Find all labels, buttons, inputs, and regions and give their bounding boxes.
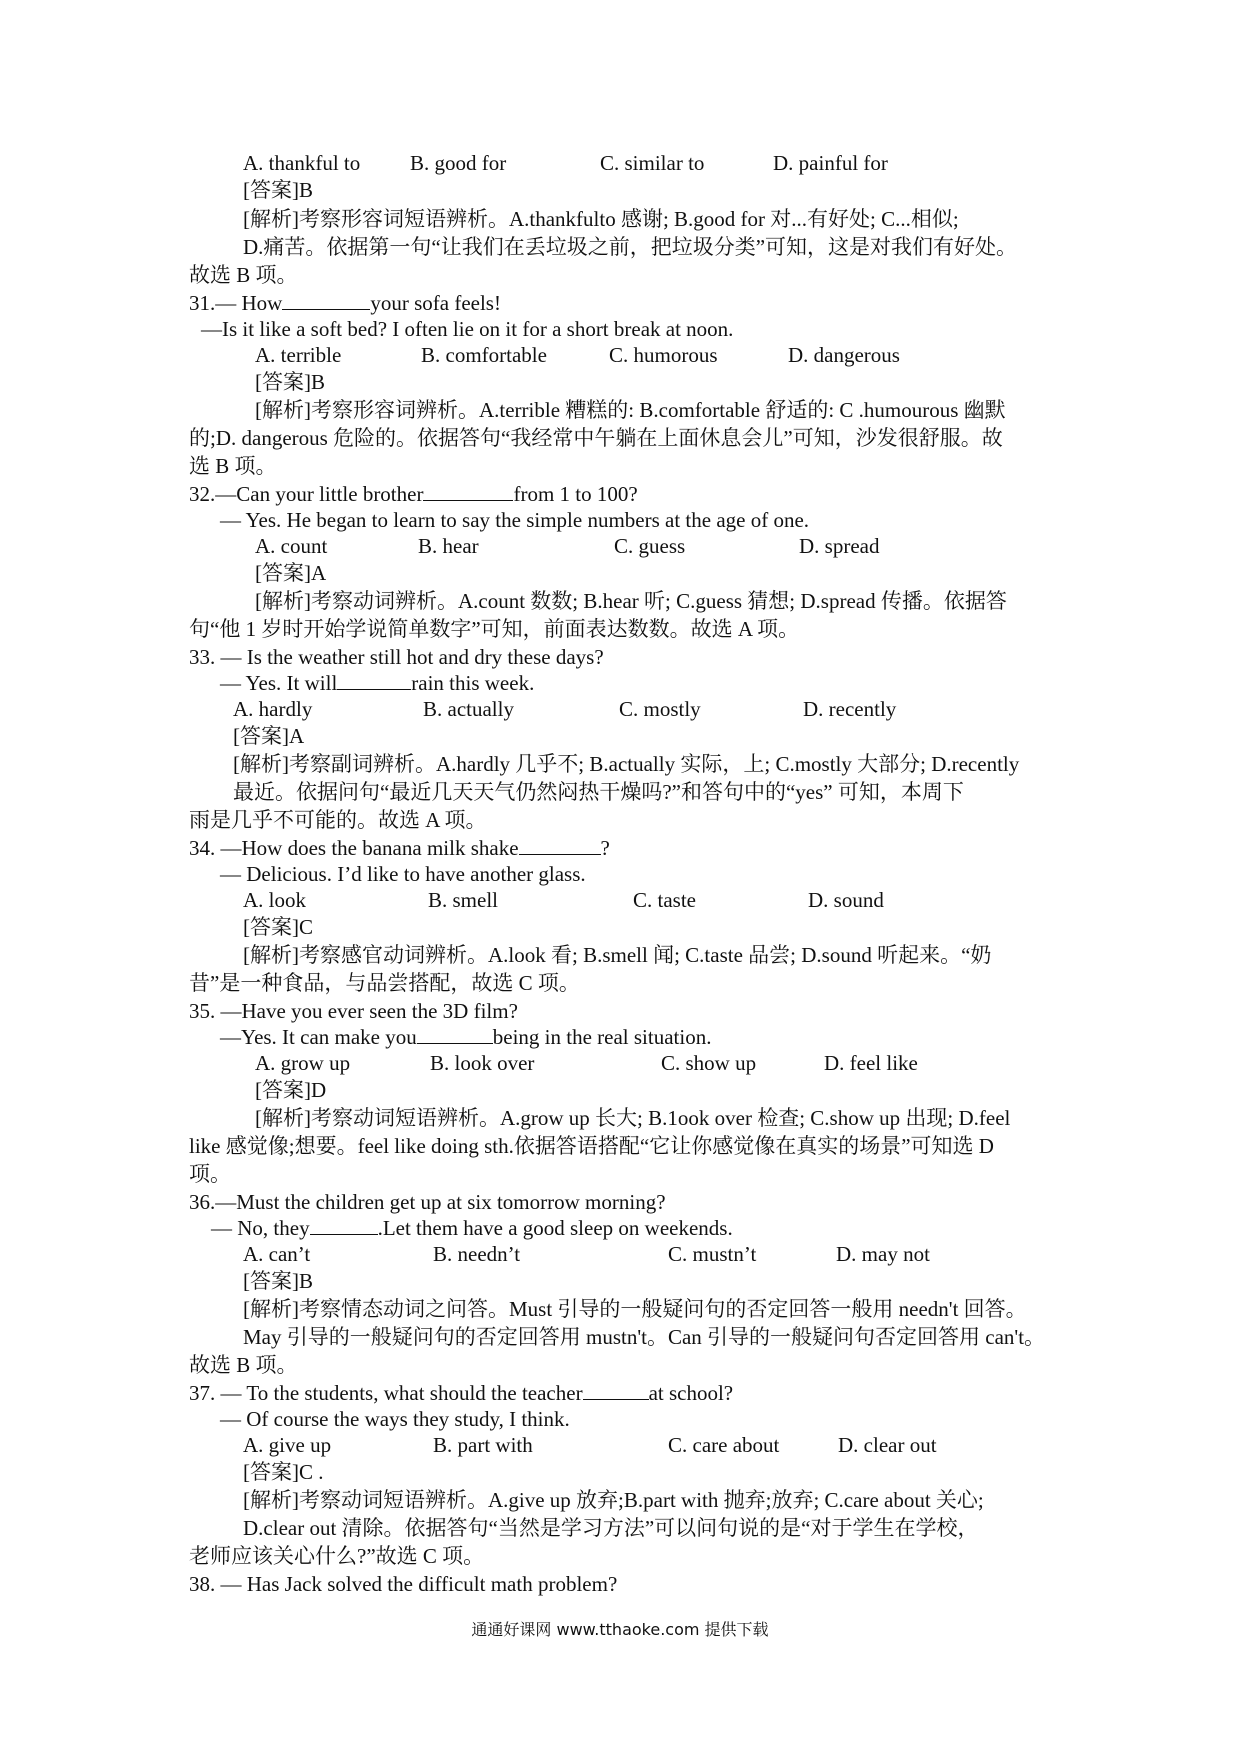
q37-analysis-line1: [解析]考察动词短语辨析。A.give up 放弃;B.part with 抛弃;放弃; C.care about 关心; xyxy=(243,1488,984,1512)
q36-analysis-line3: 故选 B 项。 xyxy=(189,1353,298,1377)
q32-analysis-line1: [解析]考察动词辨析。A.count 数数; B.hear 听; C.guess 猜想; D.spread 传播。依据答 xyxy=(255,589,1007,613)
q30-answer: [答案]B xyxy=(243,178,313,202)
q33-reply-post: rain this week. xyxy=(411,671,535,695)
q30-option-b: B. good for xyxy=(410,151,507,175)
q30-option-a: A. thankful to xyxy=(243,151,361,175)
q37-answer: [答案]C . xyxy=(243,1460,324,1484)
q36-option-b: B. needn’t xyxy=(433,1242,521,1266)
q32-option-a: A. count xyxy=(255,534,328,558)
q36-reply xyxy=(211,1214,733,1242)
q36-reply-pre: — No, they xyxy=(211,1216,310,1240)
q31-analysis-line2: 的;D. dangerous 危险的。依据答句“我经常中午躺在上面休息会儿”可知，沙发很舒服。故 xyxy=(189,426,1003,450)
q32-question xyxy=(189,480,638,508)
q30-analysis-line1: [解析]考察形容词短语辨析。A.thankfulto 感谢; B.good for 对...有好处; C...相似; xyxy=(243,207,959,231)
q35-blank xyxy=(417,1023,493,1044)
q33-answer: [答案]A xyxy=(233,724,305,748)
q36-option-a: A. can’t xyxy=(243,1242,311,1266)
q35-analysis-line2: like 感觉像;想要。feel like doing sth.依据答语搭配“它让你感觉像在真实的场景”可知选 D xyxy=(189,1134,994,1158)
q34-reply: — Delicious. I’d like to have another glass. xyxy=(220,862,586,886)
page-footer: 通通好课网 www.tthaoke.com 提供下载 xyxy=(471,1620,769,1639)
q36-analysis-line1: [解析]考察情态动词之问答。Must 引导的一般疑问句的否定回答一般用 needn't 回答。 xyxy=(243,1297,1027,1321)
q34-question-pre: 34. —How does the banana milk shake xyxy=(189,836,519,860)
q31-question-post: your sofa feels! xyxy=(370,291,501,315)
q34-question-post: ? xyxy=(600,836,610,860)
q33-option-a: A. hardly xyxy=(233,697,313,721)
q35-reply-post: being in the real situation. xyxy=(492,1025,712,1049)
q30-option-c: C. similar to xyxy=(600,151,705,175)
q34-option-d: D. sound xyxy=(808,888,884,912)
q34-option-b: B. smell xyxy=(428,888,499,912)
q31-analysis-line1: [解析]考察形容词辨析。A.terrible 糟糕的: B.comfortable 舒适的: C .humourous 幽默 xyxy=(255,398,1006,422)
q30-analysis-line3: 故选 B 项。 xyxy=(189,263,298,287)
q35-question: 35. —Have you ever seen the 3D film? xyxy=(189,999,518,1023)
q35-reply xyxy=(220,1023,711,1051)
q35-option-c: C. show up xyxy=(661,1051,757,1075)
q32-reply: — Yes. He began to learn to say the simple numbers at the age of one. xyxy=(220,508,810,532)
q35-option-b: B. look over xyxy=(430,1051,535,1075)
q33-blank xyxy=(337,669,411,690)
q37-option-a: A. give up xyxy=(243,1433,332,1457)
q37-question-pre: 37. — To the students, what should the teacher xyxy=(189,1381,583,1405)
q36-option-c: C. mustn’t xyxy=(668,1242,757,1266)
q35-analysis-line1: [解析]考察动词短语辨析。A.grow up 长大; B.1ook over 检查; C.show up 出现; D.feel xyxy=(255,1106,1011,1130)
q31-option-b: B. comfortable xyxy=(421,343,547,367)
q33-option-d: D. recently xyxy=(803,697,897,721)
q37-analysis-line3: 老师应该关心什么?”故选 C 项。 xyxy=(189,1544,485,1568)
q33-reply-pre: — Yes. It will xyxy=(220,671,338,695)
q35-option-a: A. grow up xyxy=(255,1051,351,1075)
q31-option-d: D. dangerous xyxy=(788,343,900,367)
q34-question xyxy=(189,834,610,862)
q36-option-d: D. may not xyxy=(836,1242,930,1266)
q32-question-pre: 32.—Can your little brother xyxy=(189,482,424,506)
q34-option-c: C. taste xyxy=(633,888,696,912)
q31-analysis-line3: 选 B 项。 xyxy=(189,454,277,478)
q30-analysis-line2: D.痛苦。依据第一句“让我们在丢垃圾之前，把垃圾分类”可知，这是对我们有好处。 xyxy=(243,235,1018,259)
q33-analysis-line3: 雨是几乎不可能的。故选 A 项。 xyxy=(189,808,487,832)
q33-analysis-line1: [解析]考察副词辨析。A.hardly 几乎不; B.actually 实际，上; C.mostly 大部分; D.recently xyxy=(233,752,1020,776)
q35-analysis-line3: 项。 xyxy=(189,1162,231,1186)
q32-answer: [答案]A xyxy=(255,561,327,585)
q34-analysis-line2: 昔”是一种食品，与品尝搭配，故选 C 项。 xyxy=(189,971,580,995)
q35-reply-pre: —Yes. It can make you xyxy=(220,1025,417,1049)
q37-reply: — Of course the ways they study, I think. xyxy=(220,1407,570,1431)
q32-option-d: D. spread xyxy=(799,534,880,558)
q37-option-d: D. clear out xyxy=(838,1433,937,1457)
q32-blank xyxy=(423,480,513,501)
q33-option-c: C. mostly xyxy=(619,697,701,721)
q32-question-post: from 1 to 100? xyxy=(513,482,638,506)
q35-option-d: D. feel like xyxy=(824,1051,918,1075)
q37-option-b: B. part with xyxy=(433,1433,533,1457)
q31-blank xyxy=(282,289,370,310)
q32-analysis-line2: 句“他 1 岁时开始学说简单数字”可知，前面表达数数。故选 A 项。 xyxy=(189,617,800,641)
q36-reply-post: .Let them have a good sleep on weekends. xyxy=(377,1216,733,1240)
q36-analysis-line2: May 引导的一般疑问句的否定回答用 mustn't。Can 引导的一般疑问句否定回答用 can't。 xyxy=(243,1325,1046,1349)
q33-reply xyxy=(220,669,534,697)
q33-option-b: B. actually xyxy=(423,697,514,721)
q36-answer: [答案]B xyxy=(243,1269,313,1293)
q34-blank xyxy=(519,834,601,855)
q37-question-post: at school? xyxy=(648,1381,734,1405)
q31-question xyxy=(189,289,501,317)
q36-question: 36.—Must the children get up at six tomorrow morning? xyxy=(189,1190,666,1214)
q37-analysis-line2: D.clear out 清除。依据答句“当然是学习方法”可以问句说的是“对于学生在学校， xyxy=(243,1516,979,1540)
q31-option-c: C. humorous xyxy=(609,343,718,367)
q37-question xyxy=(189,1379,733,1407)
q33-analysis-line2: 最近。依据问句“最近几天天气仍然闷热干燥吗?”和答句中的“yes” 可知，本周下 xyxy=(233,780,964,804)
q32-option-b: B. hear xyxy=(418,534,479,558)
q31-question-pre: 31.— How xyxy=(189,291,283,315)
q35-answer: [答案]D xyxy=(255,1078,327,1102)
q31-reply: —Is it like a soft bed? I often lie on it for a short break at noon. xyxy=(201,317,734,341)
q31-answer: [答案]B xyxy=(255,370,325,394)
q34-analysis-line1: [解析]考察感官动词辨析。A.look 看; B.smell 闻; C.taste 品尝; D.sound 听起来。“奶 xyxy=(243,943,992,967)
q31-option-a: A. terrible xyxy=(255,343,342,367)
q37-blank xyxy=(583,1379,649,1400)
q34-option-a: A. look xyxy=(243,888,306,912)
q33-question: 33. — Is the weather still hot and dry these days? xyxy=(189,645,604,669)
q38-question: 38. — Has Jack solved the difficult math problem? xyxy=(189,1572,618,1596)
q34-answer: [答案]C xyxy=(243,915,313,939)
q37-option-c: C. care about xyxy=(668,1433,780,1457)
q36-blank xyxy=(310,1214,378,1235)
q30-option-d: D. painful for xyxy=(773,151,888,175)
q32-option-c: C. guess xyxy=(614,534,686,558)
